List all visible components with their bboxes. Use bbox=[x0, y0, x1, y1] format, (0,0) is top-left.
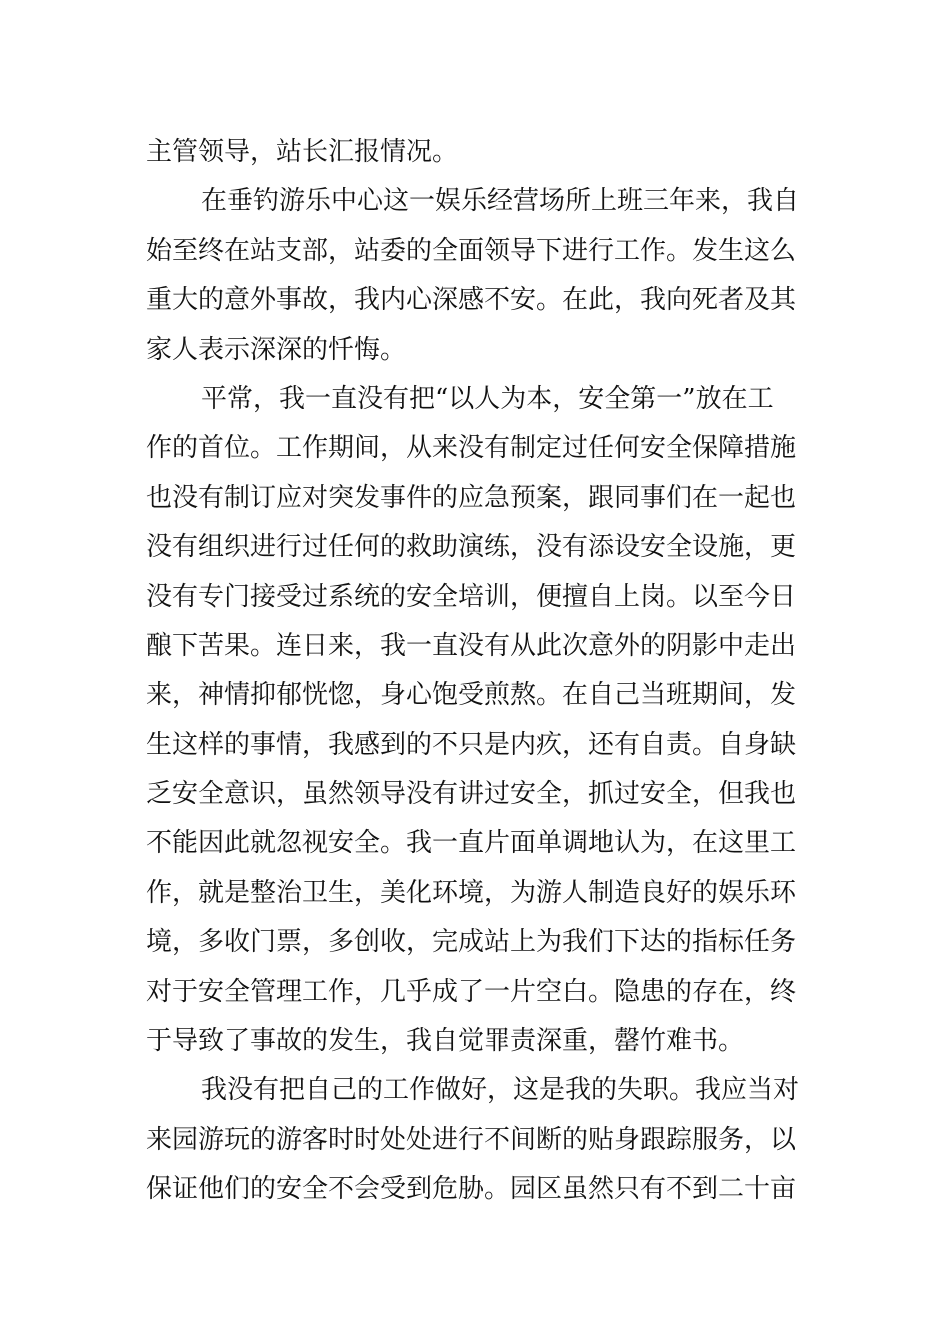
text-line: 也没有制订应对突发事件的应急预案，跟同事们在一起也 bbox=[146, 482, 797, 513]
text-line: 作，就是整治卫生，美化环境，为游人制造良好的娱乐环 bbox=[146, 877, 797, 908]
text-line: 作的首位。工作期间，从来没有制定过任何安全保障措施 bbox=[146, 433, 797, 464]
text-line: 来，神情抑郁恍惚，身心饱受煎熬。在自己当班期间，发 bbox=[146, 680, 797, 711]
text-line: 没有专门接受过系统的安全培训，便擅自上岗。以至今日 bbox=[146, 581, 797, 612]
text-line: 保证他们的安全不会受到危胁。园区虽然只有不到二十亩 bbox=[146, 1174, 797, 1205]
text-line: 生这样的事情，我感到的不只是内疚，还有自责。自身缺 bbox=[146, 729, 797, 760]
text-line: 没有组织进行过任何的救助演练，没有添设安全设施，更 bbox=[146, 532, 797, 563]
text-line: 来园游玩的游客时时处处进行不间断的贴身跟踪服务，以 bbox=[146, 1124, 797, 1155]
text-line: 境，多收门票，多创收，完成站上为我们下达的指标任务 bbox=[146, 927, 797, 958]
body-text bbox=[146, 128, 810, 1215]
text-line: 对于安全管理工作，几乎成了一片空白。隐患的存在，终 bbox=[146, 976, 797, 1007]
text-line: 不能因此就忽视安全。我一直片面单调地认为，在这里工 bbox=[146, 828, 797, 859]
paragraph-start-line: 我没有把自己的工作做好，这是我的失职。我应当对 bbox=[201, 1075, 800, 1106]
text-line: 主管领导，站长汇报情况。 bbox=[146, 137, 459, 167]
paragraph-start-line: 平常，我一直没有把“以人为本，安全第一”放在工 bbox=[201, 383, 774, 414]
text-line: 重大的意外事故，我内心深感不安。在此，我向死者及其 bbox=[146, 285, 797, 316]
text-line: 家人表示深深的忏悔。 bbox=[146, 334, 407, 365]
text-line: 乏安全意识，虽然领导没有讲过安全，抓过安全，但我也 bbox=[146, 779, 797, 810]
paragraph-start-line: 在垂钓游乐中心这一娱乐经营场所上班三年来，我自 bbox=[201, 186, 800, 217]
text-line: 始至终在站支部，站委的全面领导下进行工作。发生这么 bbox=[146, 235, 797, 266]
text-line: 于导致了事故的发生，我自觉罪责深重，罄竹难书。 bbox=[146, 1026, 745, 1057]
text-line: 酿下苦果。连日来，我一直没有从此次意外的阴影中走出 bbox=[146, 630, 797, 661]
